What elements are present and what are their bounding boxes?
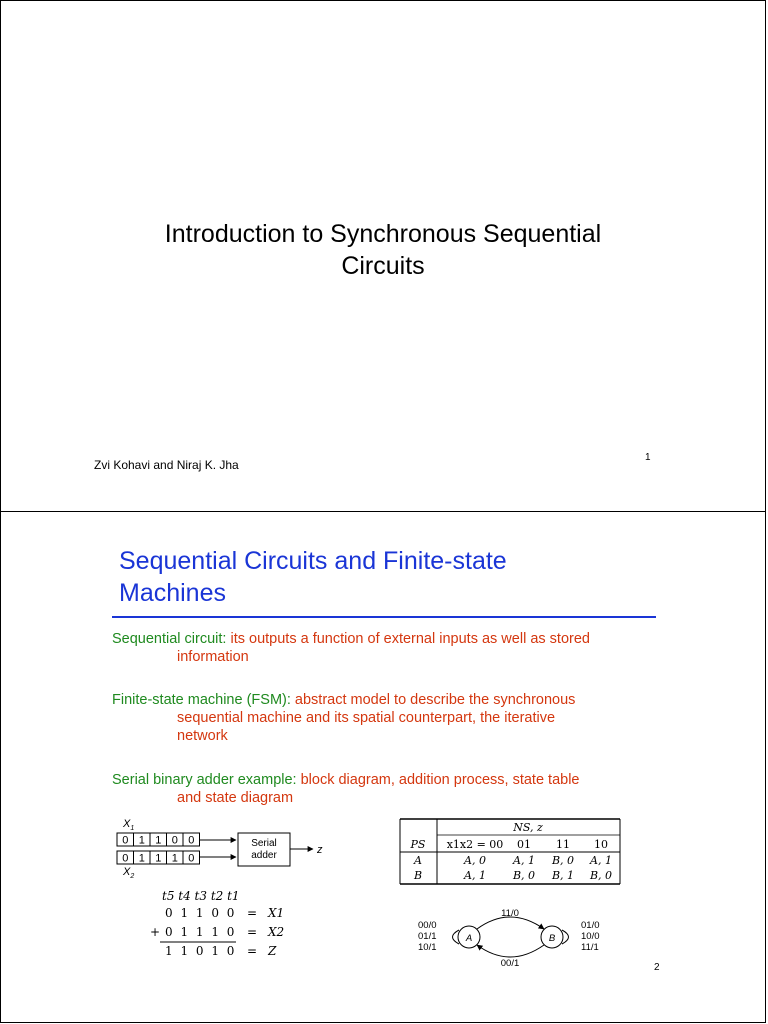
x1-bit: 1 <box>155 834 162 847</box>
block-diagram <box>117 818 323 880</box>
ns-cell: A, 1 <box>513 854 535 867</box>
loop-b-label: 01/0 <box>581 920 600 931</box>
term: Finite-state machine (FSM): <box>112 692 295 708</box>
ps-cell: B <box>413 869 423 882</box>
description-cont: and state diagram <box>177 790 294 806</box>
addend-1: 0 1 1 0 0 <box>165 906 235 920</box>
state-table <box>400 819 620 884</box>
x1-bit: 1 <box>138 834 145 847</box>
description: block diagram, addition process, state table <box>300 772 580 788</box>
x1-shift-register <box>117 833 200 847</box>
result-label-3: Z <box>268 944 277 958</box>
result-label-1: X1 <box>268 906 285 920</box>
output-label: z <box>317 844 323 856</box>
x2-label: $X_2$ <box>123 866 135 880</box>
author: Zvi Kohavi and Niraj K. Jha <box>94 458 239 472</box>
title-line-1: Sequential Circuits and Finite-state <box>119 547 507 575</box>
ns-cell: B, 1 <box>551 869 575 882</box>
col-header: 01 <box>517 838 531 851</box>
description: its outputs a function of external inputs as well as stored <box>230 631 590 647</box>
loop-b-label: 11/1 <box>581 942 599 953</box>
x1-label: $X_1$ <box>123 818 135 832</box>
x2-bit: 1 <box>171 852 178 865</box>
ns-header: NS, z <box>513 821 543 834</box>
ns-cell: A, 0 <box>464 854 486 867</box>
description-cont: sequential machine and its spatial counterpart, the iterative <box>177 710 556 726</box>
loop-a-label: 01/1 <box>418 931 437 942</box>
title-line-2: Circuits <box>341 252 425 280</box>
term: Serial binary adder example: <box>112 772 301 788</box>
page-number-1: 1 <box>645 452 651 463</box>
col-header: x1x2 = 00 <box>446 838 504 851</box>
addend-2: 0 1 1 1 0 <box>165 925 235 939</box>
term: Sequential circuit: <box>112 631 231 647</box>
title-line-2: Machines <box>119 579 226 607</box>
box-label-1: Serial <box>251 838 277 849</box>
top-arc-label: 11/0 <box>501 908 519 919</box>
state-b-label: B <box>548 933 556 944</box>
x2-bit: 1 <box>138 852 145 865</box>
addition-process <box>150 889 284 958</box>
result-label-2: X2 <box>268 925 285 939</box>
x2-bit: 0 <box>122 852 129 865</box>
ns-cell: A, 1 <box>464 869 486 882</box>
state-a-label: A <box>465 933 473 944</box>
description-cont: information <box>177 649 249 665</box>
sum: 1 1 0 1 0 <box>165 944 235 958</box>
x2-bit: 1 <box>155 852 162 865</box>
ns-cell: A, 1 <box>590 854 612 867</box>
plus-sign: + <box>150 925 161 939</box>
arc-b-to-a <box>477 945 544 957</box>
ps-cell: A <box>414 854 422 867</box>
x2-bit: 0 <box>188 852 195 865</box>
ps-header: PS <box>410 838 426 851</box>
equals-2: = <box>247 925 258 939</box>
description: abstract model to describe the synchronous <box>294 692 576 708</box>
equals-3: = <box>247 944 258 958</box>
ns-cell: B, 0 <box>551 854 575 867</box>
equals-1: = <box>247 906 258 920</box>
bottom-arc-label: 00/1 <box>500 958 520 969</box>
x1-bit: 0 <box>188 834 195 847</box>
x1-bit: 0 <box>171 834 178 847</box>
x1-bit: 0 <box>122 834 129 847</box>
description-cont: network <box>177 728 228 744</box>
loop-a-label: 00/0 <box>418 920 437 931</box>
ns-cell: B, 0 <box>589 869 613 882</box>
loop-a-label: 10/1 <box>418 942 437 953</box>
loop-b-label: 10/0 <box>581 931 600 942</box>
col-header: 10 <box>594 838 608 851</box>
col-header: 11 <box>556 838 570 851</box>
ns-cell: B, 0 <box>512 869 536 882</box>
time-labels: t5 t4 t3 t2 t1 <box>162 889 240 903</box>
title-line-1: Introduction to Synchronous Sequential <box>164 220 602 248</box>
state-diagram <box>418 908 600 969</box>
x2-shift-register <box>117 851 200 865</box>
box-label-2: adder <box>251 850 277 861</box>
page-number-2: 2 <box>654 962 660 973</box>
